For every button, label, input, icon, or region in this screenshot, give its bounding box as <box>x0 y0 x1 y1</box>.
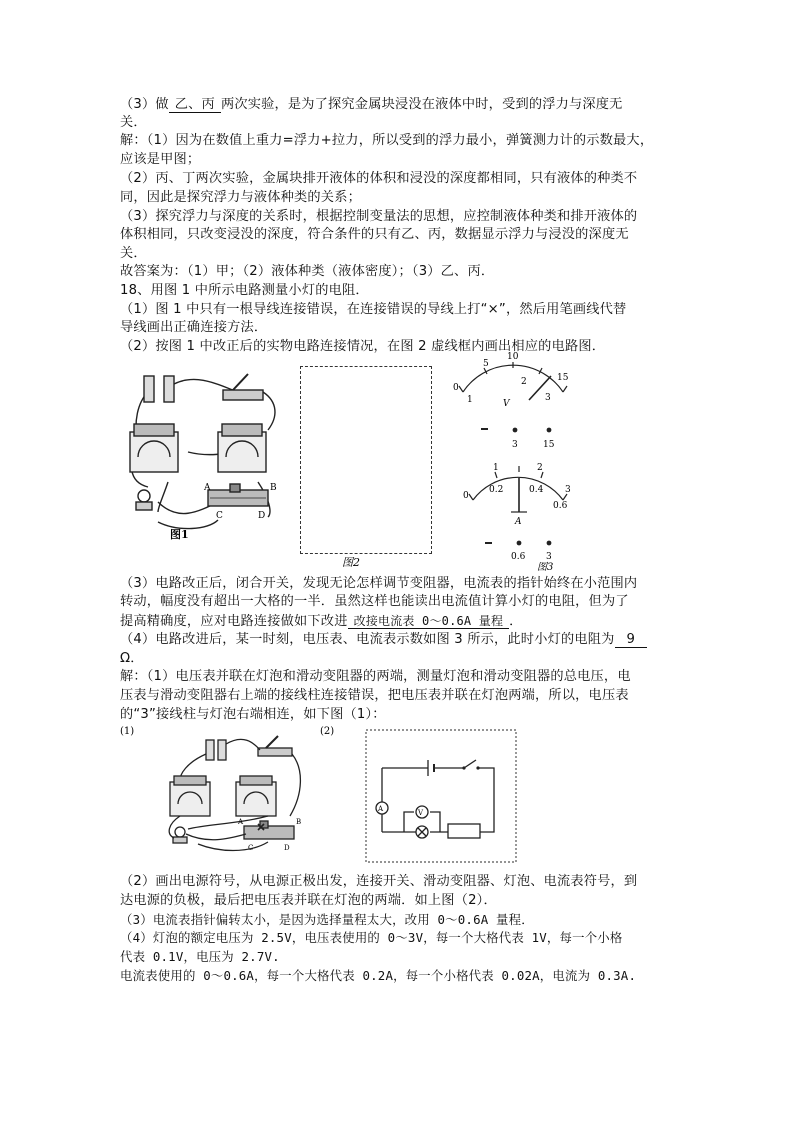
text-line: 代表 0.1V，电压为 2.7V. <box>120 949 280 964</box>
amp-tick-2: 2 <box>537 463 543 473</box>
solution-figure-2-label: (2) <box>320 726 335 737</box>
amp-terminal-minus <box>485 542 492 544</box>
text-line: （2）画出电源符号，从电源正极出发，连接开关、滑动变阻器、灯泡、电流表符号，到 <box>120 874 638 889</box>
figure-3-label: 图3 <box>537 562 554 572</box>
volt-tick-10: 10 <box>507 352 519 362</box>
figure-2-box <box>300 366 432 554</box>
text-line: 解：（1）因为在数值上重力=浮力+拉力，所以受到的浮力最小，弹簧测力计的示数最大， <box>120 133 654 148</box>
answer-blank: 9 <box>615 632 648 648</box>
figure-3-meters <box>445 352 580 572</box>
sol-rheostat-a: A <box>238 818 244 826</box>
sol-rheostat-c: C <box>248 844 254 852</box>
rheostat-label-c: C <box>216 511 223 521</box>
solution-figure-2 <box>318 724 522 866</box>
text-line: （2）丙、丁两次实验，金属块排开液体的体积和浸没的深度都相同，只有液体的种类不 <box>120 171 638 186</box>
text-line: 体积相同，只改变浸没的深度，符合条件的只有乙、丙，数据显示浮力与浸没的深度无 <box>120 227 629 242</box>
volt-unit: V <box>503 399 510 409</box>
text-line: Ω． <box>120 651 144 666</box>
text-line: 电流表使用的 0～0.6A，每一个大格代表 0.2A，每一个小格代表 0.02A，电流为 0.3A. <box>120 968 637 983</box>
text-line: （3）探究浮力与深度的关系时，根据控制变量法的思想，应控制液体种类和排开液体的 <box>120 209 638 224</box>
solution-figure-1-label: (1) <box>120 726 135 737</box>
text-line: （4）灯泡的额定电压为 2.5V，电压表使用的 0～3V，每一个大格代表 1V，每一个小格 <box>120 930 623 945</box>
volt-tick-3: 3 <box>545 393 551 403</box>
volt-tick-15: 15 <box>557 373 569 383</box>
sol2-voltmeter-symbol: V <box>418 809 424 817</box>
rheostat-label-a: A <box>204 483 211 493</box>
volt-terminal-minus <box>481 428 488 430</box>
figure-2-label: 图2 <box>342 556 360 569</box>
text-line: 提高精确度，应对电路连接做如下改进 改接电流表 0～0.6A 量程 ． <box>120 614 523 629</box>
text-line: 关． <box>120 115 147 130</box>
sol-rheostat-b: B <box>296 818 302 826</box>
sol2-ammeter-symbol: A <box>378 805 384 813</box>
amp-terminal-0-6 <box>517 541 522 546</box>
text-line: 故答案为：（1）甲；（2）液体种类（液体密度）；（3）乙、丙． <box>120 264 495 279</box>
text-line: （2）按图 1 中改正后的实物电路连接情况，在图 2 虚线框内画出相应的电路图． <box>120 339 606 354</box>
amp-tick-0: 0 <box>463 491 469 501</box>
volt-terminal-15 <box>547 428 552 433</box>
volt-tick-0: 0 <box>453 383 459 393</box>
figure-1-circuit <box>118 362 290 544</box>
amp-tick-3: 3 <box>565 485 571 495</box>
text-line: （1）图 1 中只有一根导线连接错误，在连接错误的导线上打“×”，然后用笔画线代替 <box>120 302 627 317</box>
text-line: 应该是甲图； <box>120 152 201 167</box>
solution-figure-1 <box>118 724 308 866</box>
text-line: 的“3”接线柱与灯泡右端相连，如下图（1）： <box>120 707 386 722</box>
amp-unit: A <box>515 517 522 527</box>
amp-terminal-0-6-label: 0.6 <box>511 552 526 562</box>
volt-tick-2: 2 <box>521 377 527 387</box>
figure-2-caption <box>340 554 380 570</box>
text-line: 解：（1）电压表并联在灯泡和滑动变阻器的两端，测量灯泡和滑动变阻器的总电压，电 <box>120 669 631 684</box>
volt-terminal-15-label: 15 <box>543 440 555 450</box>
amp-tick-0-2: 0.2 <box>489 485 504 495</box>
amp-terminal-3 <box>547 541 552 546</box>
volt-terminal-3-label: 3 <box>512 440 518 450</box>
text-line: （4）电路改进后，某一时刻，电压表、电流表示数如图 3 所示，此时小灯的电阻为 9 <box>120 631 647 649</box>
amp-terminal-3-label: 3 <box>546 552 552 562</box>
text-line: 压表与滑动变阻器右上端的接线柱连接错误，把电压表并联在灯泡两端，所以，电压表 <box>120 688 629 703</box>
answer-blank: 乙、丙 <box>169 97 221 113</box>
amp-tick-0-4: 0.4 <box>529 485 544 495</box>
figure-1-label: 图1 <box>170 528 189 541</box>
text-line: 导线画出正确连接方法． <box>120 320 268 335</box>
text-line: （3）电路改正后，闭合开关，发现无论怎样调节变阻器，电流表的指针始终在小范围内 <box>120 576 638 591</box>
answer-blank: 改接电流表 0～0.6A 量程 <box>348 614 510 629</box>
volt-terminal-3 <box>513 428 518 433</box>
text-line: 达电源的负极，最后把电压表并联在灯泡的两端．如上图（2）． <box>120 893 497 908</box>
volt-tick-5: 5 <box>483 359 489 369</box>
sol-rheostat-d: D <box>284 844 290 852</box>
volt-tick-1: 1 <box>467 395 473 405</box>
text-line: （3）做 乙、丙 两次实验，是为了探究金属块浸没在液体中时，受到的浮力与深度无 <box>120 97 623 112</box>
text-line: 转动，幅度没有超出一大格的一半．虽然这样也能读出电流值计算小灯的电阻，但为了 <box>120 594 629 609</box>
question-title: 18、用图 1 中所示电路测量小灯的电阻． <box>120 283 369 298</box>
rheostat-label-d: D <box>258 511 266 521</box>
rheostat-label-b: B <box>270 483 277 493</box>
text-line: 关． <box>120 246 147 261</box>
amp-tick-0-6: 0.6 <box>553 501 568 511</box>
text-line: 同，因此是探究浮力与液体种类的关系； <box>120 190 361 205</box>
amp-tick-1: 1 <box>493 463 499 473</box>
text-line: （3）电流表指针偏转太小，是因为选择量程太大，改用 0～0.6A 量程． <box>120 912 534 927</box>
